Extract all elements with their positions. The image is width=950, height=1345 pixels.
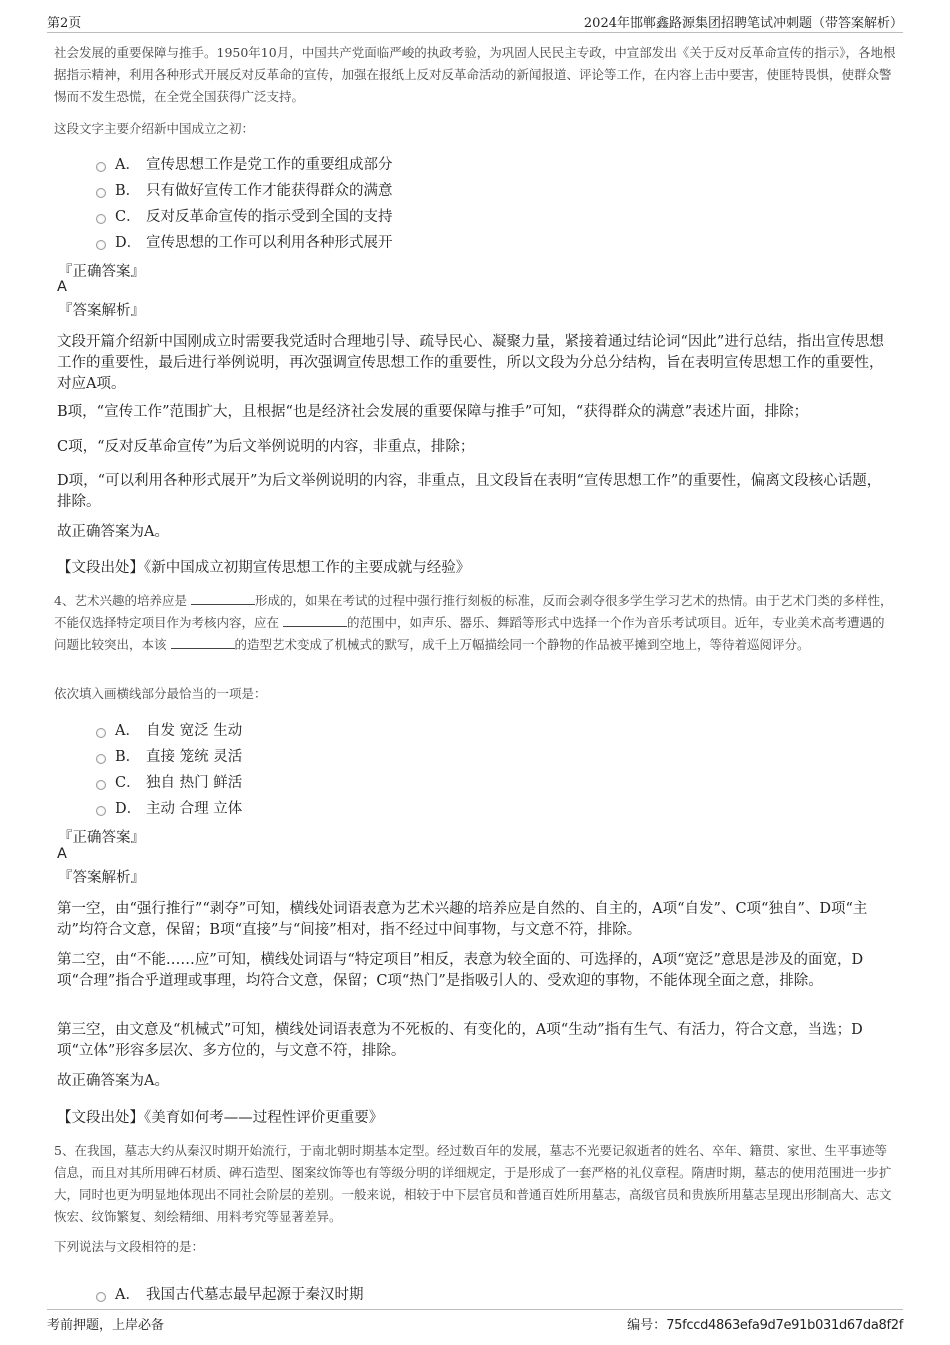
q5-passage: 5、在我国，墓志大约从秦汉时期开始流行，于南北朝时期基本定型。经过数百年的发展，墓志不光要记叙逝者的姓名、卒年、籍贯、家世、生平事迹等信息，而且对其所用碑石材质、碑石造型、图案纹饰等也有等级分明的详细规定，于是形成了一套严格的礼仪章程。隋唐时期，墓志的使用范围进一步扩大，同时也更为明显地体现出不同社会阶层的差别。一般来说，相较于中下层官员和普通百姓所用墓志，高级官员和贵族所用墓志呈现出形制高大、志文恢宏、纹饰繁复、刻绘精细、用料考究等显著差异。: [54, 1143, 892, 1224]
option-text: 反对反革命宣传的指示受到全国的支持: [146, 209, 393, 225]
q5-option-a[interactable]: A． 我国古代墓志最早起源于秦汉时期: [96, 1283, 364, 1304]
q3-answer: A: [57, 279, 67, 295]
radio-icon[interactable]: [96, 728, 106, 738]
q3-conclusion: 故正确答案为A。: [57, 524, 169, 540]
q3-answer-label: 『正确答案』: [58, 264, 145, 280]
footer-slogan: 考前押题，上岸必备: [47, 1318, 165, 1333]
option-text: 独自 热门 鲜活: [146, 775, 243, 791]
q4-prompt: 依次填入画横线部分最恰当的一项是：: [54, 686, 267, 701]
q4-option-b[interactable]: B． 直接 笼统 灵活: [96, 745, 242, 766]
q3-source: 【文段出处】《新中国成立初期宣传思想工作的主要成就与经验》: [57, 560, 471, 576]
fill-blank: [283, 614, 347, 627]
option-text: 宣传思想工作是党工作的重要组成部分: [146, 157, 393, 173]
option-text: 宣传思想的工作可以利用各种形式展开: [146, 235, 393, 251]
fill-blank: [191, 592, 255, 605]
q4-answer: A: [57, 846, 67, 862]
q4-option-c[interactable]: C． 独自 热门 鲜活: [96, 771, 242, 792]
q4-option-a[interactable]: A． 自发 宽泛 生动: [96, 719, 242, 740]
q4-analysis-label: 『答案解析』: [58, 870, 145, 886]
q4-analysis-blank1: 第一空，由“强行推行”“剥夺”可知，横线处词语表意为艺术兴趣的培养应是自然的、自主的，A项“自发”、C项“独自”、D项“主动”均符合文意，保留；B项“直接”与“间接”相对，指不经过中间事物，与文意不符，排除。: [57, 901, 868, 938]
q3-analysis-b: B项，“宣传工作”范围扩大，且根据“也是经济社会发展的重要保障与推手”可知，“获得群众的满意”表述片面，排除；: [57, 404, 809, 420]
option-text: 只有做好宣传工作才能获得群众的满意: [146, 183, 393, 199]
page-number: 第2页: [47, 16, 82, 31]
q3-prompt: 这段文字主要介绍新中国成立之初：: [54, 121, 255, 136]
q4-option-d[interactable]: D． 主动 合理 立体: [96, 797, 242, 818]
header-divider: [47, 32, 903, 33]
q3-analysis-d: D项，“可以利用各种形式展开”为后文举例说明的内容，非重点，且文段旨在表明“宣传思想工作”的重要性，偏离文段核心话题，排除。: [57, 473, 882, 510]
q4-source: 【文段出处】《美育如何考——过程性评价更重要》: [57, 1110, 384, 1126]
footer-divider: [47, 1309, 903, 1310]
q3-analysis-main: 文段开篇介绍新中国刚成立时需要我党适时合理地引导、疏导民心、凝聚力量，紧接着通过结论词“因此”进行总结，指出宣传思想工作的重要性，最后进行举例说明，再次强调宣传思想工作的重要性，所以文段为分总分结构，旨在表明宣传思想工作的重要性，对应A项。: [57, 334, 884, 392]
radio-icon[interactable]: [96, 214, 106, 224]
radio-icon[interactable]: [96, 240, 106, 250]
option-text: 我国古代墓志最早起源于秦汉时期: [146, 1287, 364, 1303]
fill-blank: [171, 636, 235, 649]
option-text: 直接 笼统 灵活: [146, 749, 243, 765]
q3-option-a[interactable]: A． 宣传思想工作是党工作的重要组成部分: [96, 153, 393, 174]
radio-icon[interactable]: [96, 162, 106, 172]
q4-analysis-blank3: 第三空，由文意及“机械式”可知，横线处词语表意为不死板的、有变化的，A项“生动”指有生气、有活力，符合文意，当选；D项“立体”形容多层次、多方位的，与文意不符，排除。: [57, 1022, 863, 1059]
q3-analysis-c: C项，“反对反革命宣传”为后文举例说明的内容，非重点，排除；: [57, 439, 475, 455]
radio-icon[interactable]: [96, 188, 106, 198]
q3-passage: 社会发展的重要保障与推手。1950年10月，中国共产党面临严峻的执政考验，为巩固人民民主专政，中宣部发出《关于反对反革命宣传的指示》，各地根据指示精神，利用各种形式开展反对反革命的宣传，加强在报纸上反对反革命活动的新闻报道、评论等工作，在内容上击中要害，使匪特畏惧，使群众警惕而不发生恐慌，在全党全国获得广泛支持。: [54, 45, 896, 104]
document-title: 2024年邯郸鑫路源集团招聘笔试冲刺题（带答案解析）: [583, 16, 903, 31]
document-code: 编号：75fccd4863efa9d7e91b031d67da8f2f: [627, 1318, 903, 1333]
q3-option-b[interactable]: B． 只有做好宣传工作才能获得群众的满意: [96, 179, 393, 200]
q3-analysis-label: 『答案解析』: [58, 303, 145, 319]
radio-icon[interactable]: [96, 1292, 106, 1302]
q3-option-c[interactable]: C． 反对反革命宣传的指示受到全国的支持: [96, 205, 393, 226]
q4-passage: 4、艺术兴趣的培养应是 形成的，如果在考试的过程中强行推行刻板的标准，反而会剥夺很多学生学习艺术的热情。由于艺术门类的多样性，不能仅选择特定项目作为考核内容，应在 的范围中，如声乐、器乐、舞蹈等形式中选择一个作为音乐考试项目。近年，专业美术高考遭遇的问题比较突出，本该 的造型艺术变成了机械式的默写，成千上万幅描绘同一个静物的作品被平摊到空地上，等待着巡阅评分。: [54, 593, 893, 652]
q5-prompt: 下列说法与文段相符的是：: [54, 1239, 205, 1254]
option-text: 主动 合理 立体: [146, 801, 243, 817]
q3-option-d[interactable]: D． 宣传思想的工作可以利用各种形式展开: [96, 231, 393, 252]
radio-icon[interactable]: [96, 780, 106, 790]
q4-answer-label: 『正确答案』: [58, 830, 145, 846]
q4-conclusion: 故正确答案为A。: [57, 1073, 169, 1089]
option-text: 自发 宽泛 生动: [146, 723, 243, 739]
radio-icon[interactable]: [96, 754, 106, 764]
q4-analysis-blank2: 第二空，由“不能……应”可知，横线处词语与“特定项目”相反，表意为较全面的、可选择的，A项“宽泛”意思是涉及的面宽，D项“合理”指合乎道理或事理，均符合文意，保留；C项“热门”是指吸引人的、受欢迎的事物，不能体现全面之意，排除。: [57, 952, 864, 989]
radio-icon[interactable]: [96, 806, 106, 816]
